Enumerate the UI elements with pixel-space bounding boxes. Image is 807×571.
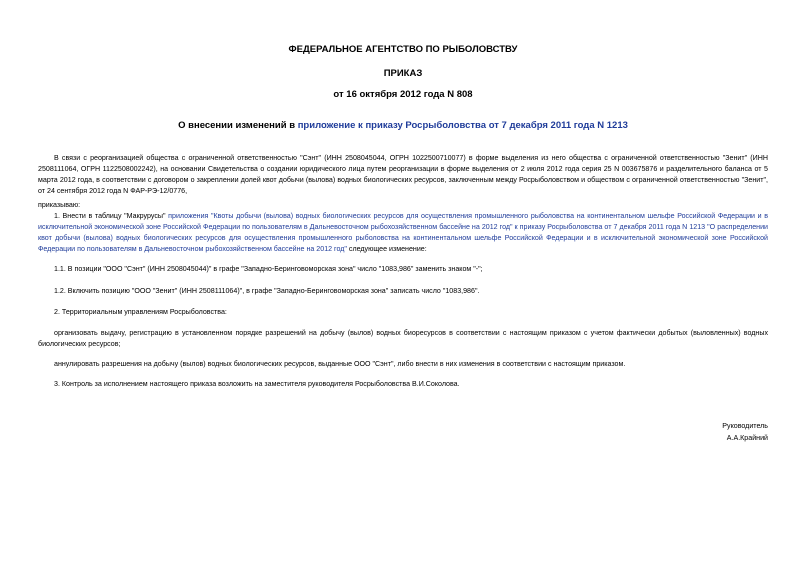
- document-title: [38, 120, 768, 131]
- item-1-2-paragraph: 1.2. Включить позицию "ООО "Зенит" (ИНН 2508111064)", в графе "Западно-Беринговоморская зона" записать число "1083,986".: [54, 287, 480, 295]
- item-2-paragraph: 2. Территориальным управлениям Росрыболовства:: [54, 308, 227, 316]
- title-prefix: О внесении изменений в: [178, 120, 298, 131]
- signature-position: Руководитель: [722, 422, 768, 430]
- item-2b-paragraph: аннулировать разрешения на добычу (вылов) водных биологических ресурсов, выданные ООО "Сэнт", либо внести в них изменения в соответствии с настоящим приказом.: [54, 360, 626, 368]
- item-1-paragraph: [38, 211, 768, 255]
- signature-block: [568, 420, 768, 444]
- item-1-1-paragraph: 1.1. В позиции "ООО "Сэнт" (ИНН 2508045044)" в графе "Западно-Беринговоморская зона" число "1083,986" заменить знаком "-";: [54, 265, 483, 273]
- agency-heading: ФЕДЕРАЛЬНОЕ АГЕНТСТВО ПО РЫБОЛОВСТВУ: [288, 44, 518, 55]
- item-1-suffix: следующее изменение:: [346, 245, 427, 253]
- date-number-heading: от 16 октября 2012 года N 808: [333, 89, 473, 100]
- order-word: приказываю:: [38, 201, 81, 209]
- intro-paragraph: В связи с реорганизацией общества с ограниченной ответственностью "Сэнт" (ИНН 2508045044, ОГРН 1022500710077) в форме выделения из него общества с ограниченной ответственностью "Зенит" (ИНН 2508111064, ОГРН 1122508002242), на основании Свидетельства о создании юридического лица путем реорганизации в форме выделения от 2 июля 2012 года серия 25 N 003675876 и разделительного баланса от 5 марта 2012 года, в соответствии с договором о закреплении долей квот добычи (вылова) водных биологических ресурсов, заключенным между Росрыболовством и обществом с ограниченной ответственностью "Зенит", от 24 сентября 2012 года N ФАР-РЭ-12/0776,: [38, 154, 768, 195]
- doc-type-heading: ПРИКАЗ: [383, 68, 423, 79]
- item-1-link[interactable]: приложения "Квоты добычи (вылова) водных биологических ресурсов для осуществления промышленного рыболовства на континентальном шельфе Российской Федерации и в исключительной экономической зоне Российской Федерации по пользователям в Дальневосточном рыбохозяйственном бассейне на 2012 год" к приказу Росрыболовства от 7 декабря 2011 года N 1213 "О распределении квот добычи (вылова) водных биологических ресурсов для осуществления промышленного рыболовства на континентальном шельфе Российской Федерации и в исключительной экономической зоне Российской Федерации по пользователям в Дальневосточном рыбохозяйственном бассейне на 2012 год": [38, 212, 768, 253]
- item-3-paragraph: 3. Контроль за исполнением настоящего приказа возложить на заместителя руководителя Росрыболовства В.И.Соколова.: [54, 380, 460, 388]
- item-1-prefix: 1. Внести в таблицу "Макрурусы": [54, 212, 169, 220]
- signature-name: А.А.Крайний: [726, 434, 768, 442]
- item-2a-paragraph: организовать выдачу, регистрацию в установленном порядке разрешений на добычу (вылов) водных биоресурсов в соответствии с настоящим приказом с учетом фактически добытых (выловленных) водных биологических ресурсов;: [38, 329, 768, 348]
- title-link[interactable]: приложение к приказу Росрыболовства от 7 декабря 2011 года N 1213: [297, 120, 628, 131]
